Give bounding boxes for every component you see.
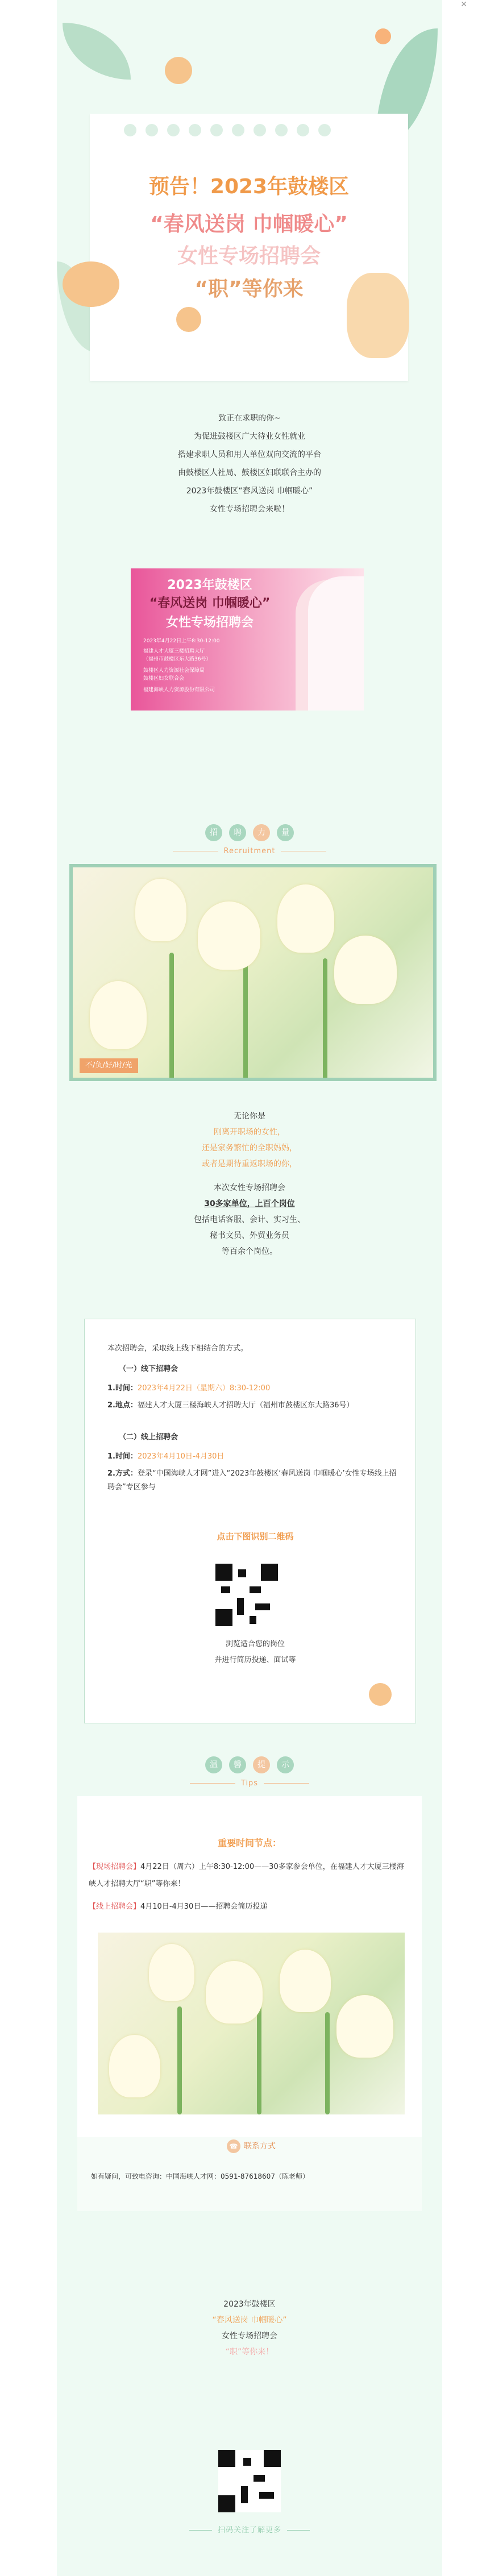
online-way-label: 2.方式： bbox=[107, 1469, 138, 1478]
online-way[interactable]: 登录“中国海峡人才网”进入“2023年鼓楼区‘春风送岗 巾帼暖心’女性专场线上招聘会”专区参与 bbox=[107, 1469, 397, 1491]
tulip-photo bbox=[69, 864, 437, 1081]
hero-banner bbox=[57, 23, 442, 409]
header-pill: 招 bbox=[205, 824, 222, 841]
card-intro: 本次招聘会，采取线上线下相结合的方式。 bbox=[107, 1344, 248, 1353]
copy-line: 等百余个岗位。 bbox=[222, 1247, 277, 1256]
offline-title: （一）线下招聘会 bbox=[119, 1365, 178, 1373]
flower-decoration bbox=[375, 28, 391, 44]
poster-info-row: 2023年4月22日上午8:30-12:00 bbox=[143, 638, 220, 644]
info-card bbox=[84, 1319, 416, 1723]
intro-line: 2023年鼓楼区“春风送岗 巾帼暖心” bbox=[186, 487, 313, 496]
footer-qr-code[interactable] bbox=[218, 2450, 281, 2512]
poster-title-3: 女性专场招聘会 bbox=[165, 616, 254, 630]
intro-line: 致正在求职的你~ bbox=[218, 414, 281, 423]
poster-info-row: （福州市鼓楼区东大路36号） bbox=[143, 657, 211, 662]
offline-time-label: 1.时间： bbox=[107, 1384, 138, 1393]
header-pill: 力 bbox=[253, 824, 270, 841]
copy-line: 包括电话客服、会计、实习生、 bbox=[194, 1215, 305, 1224]
tips-title: 重要时间节点： bbox=[217, 1838, 281, 1848]
footer-bottom-text: 扫码关注了解更多 bbox=[57, 2524, 442, 2535]
flower-decoration bbox=[176, 307, 201, 332]
footer-line: “春风送岗 巾帼暖心” bbox=[212, 2316, 287, 2325]
contact-header: ☎ 联系方式 bbox=[77, 2139, 422, 2153]
intro-line: 搭建求职人员和用人单位双向交流的平台 bbox=[178, 450, 321, 459]
flower-decoration bbox=[63, 261, 119, 307]
online-time: 2023年4月10日-4月30日 bbox=[137, 1452, 225, 1461]
poster-info-row: 福建人才大厦三楼招聘大厅 bbox=[143, 649, 205, 654]
poster-title-2: “春风送岗 巾帼暖心” bbox=[149, 596, 271, 610]
hair-illustration bbox=[308, 576, 364, 711]
header-pill: 量 bbox=[277, 824, 294, 841]
tips-panel bbox=[77, 1796, 422, 2137]
tulip-photo bbox=[98, 1933, 405, 2114]
intro-line: 由鼓楼区人社局、鼓楼区妇联联合主办的 bbox=[178, 468, 321, 477]
tips-line: 【线上招聘会】4月10日-4月30日——招聘会简历投递 bbox=[89, 1902, 268, 1911]
online-time-label: 1.时间： bbox=[107, 1452, 138, 1461]
header-pill: 聘 bbox=[229, 824, 246, 841]
recruit-copy bbox=[57, 1108, 442, 1260]
contact-panel bbox=[77, 2137, 422, 2211]
copy-line: 本次女性专场招聘会 bbox=[214, 1183, 285, 1193]
footer-line: 2023年鼓楼区 bbox=[223, 2300, 276, 2309]
photo-tag: 不/负/好/时/光 bbox=[80, 1058, 138, 1073]
section-header-tips bbox=[57, 1756, 442, 1773]
hero-line-4: “职”等你来 bbox=[194, 277, 304, 301]
copy-line: 还是家务繁忙的全职妈妈， bbox=[202, 1144, 297, 1153]
flower-decoration bbox=[165, 57, 192, 84]
offline-time: 2023年4月22日（星期六）8:30-12:00 bbox=[137, 1384, 271, 1393]
section-subtitle: Tips bbox=[57, 1779, 442, 1788]
footer-text bbox=[57, 2296, 442, 2360]
qr-caption: 并进行简历投递、面试等 bbox=[214, 1656, 296, 1664]
section-subtitle: Recruitment bbox=[57, 847, 442, 855]
tulip-decoration bbox=[347, 273, 409, 358]
qr-code[interactable] bbox=[215, 1564, 278, 1626]
poster-info-row: 鼓楼区妇女联合会 bbox=[143, 676, 185, 682]
hero-line-2: “春风送岗 巾帼暖心” bbox=[150, 213, 348, 236]
tips-line: 【现场招聘会】4月22日（周六）上午8:30-12:00——30多家参会单位，在福建人才大厦三楼海峡人才招聘大厅“职”等你来！ bbox=[89, 1863, 404, 1888]
intro-text bbox=[57, 409, 442, 518]
header-pill: 示 bbox=[277, 1756, 294, 1773]
copy-line: 刚离开职场的女性， bbox=[214, 1128, 285, 1137]
offline-place-label: 2.地点： bbox=[107, 1401, 138, 1410]
copy-line: 或者是期待重返职场的你， bbox=[202, 1160, 297, 1169]
header-pill: 馨 bbox=[229, 1756, 246, 1773]
qr-title: 点击下图识别二维码 bbox=[217, 1531, 294, 1542]
header-pill: 温 bbox=[205, 1756, 222, 1773]
flower-decoration bbox=[369, 1683, 392, 1706]
event-poster[interactable] bbox=[131, 568, 364, 711]
section-header-recruitment bbox=[57, 824, 442, 841]
intro-line: 女性专场招聘会来啦！ bbox=[210, 505, 289, 514]
hero-line-1: 预告！2023年鼓楼区 bbox=[148, 175, 350, 198]
header-pill: 提 bbox=[253, 1756, 270, 1773]
intro-line: 为促进鼓楼区广大待业女性就业 bbox=[194, 432, 305, 441]
online-title: （二）线上招聘会 bbox=[119, 1433, 178, 1441]
copy-line: 无论你是 bbox=[234, 1112, 265, 1121]
close-icon[interactable]: ✕ bbox=[460, 0, 467, 9]
contact-line: 如有疑问，可致电咨询：中国海峡人才网：0591-87618607（陈老师） bbox=[91, 2172, 309, 2180]
qr-caption: 浏览适合您的岗位 bbox=[225, 1640, 285, 1648]
article bbox=[57, 0, 442, 2576]
poster-title-1: 2023年鼓楼区 bbox=[167, 578, 252, 592]
copy-line: 30多家单位，上百个岗位 bbox=[204, 1199, 295, 1208]
offline-place: 福建人才大厦三楼海峡人才招聘大厅（福州市鼓楼区东大路36号） bbox=[137, 1401, 354, 1410]
footer-line: “职”等你来！ bbox=[225, 2348, 274, 2357]
hero-line-3: 女性专场招聘会 bbox=[177, 244, 321, 268]
copy-line: 秘书文员、外贸业务员 bbox=[210, 1231, 289, 1240]
poster-info-row: 鼓楼区人力资源社会保障局 bbox=[143, 668, 205, 674]
binder-holes bbox=[124, 124, 374, 138]
leaf-decoration bbox=[63, 23, 131, 80]
poster-info-row: 福建海峡人力资源股份有限公司 bbox=[143, 687, 215, 693]
footer-line: 女性专场招聘会 bbox=[222, 2332, 277, 2341]
